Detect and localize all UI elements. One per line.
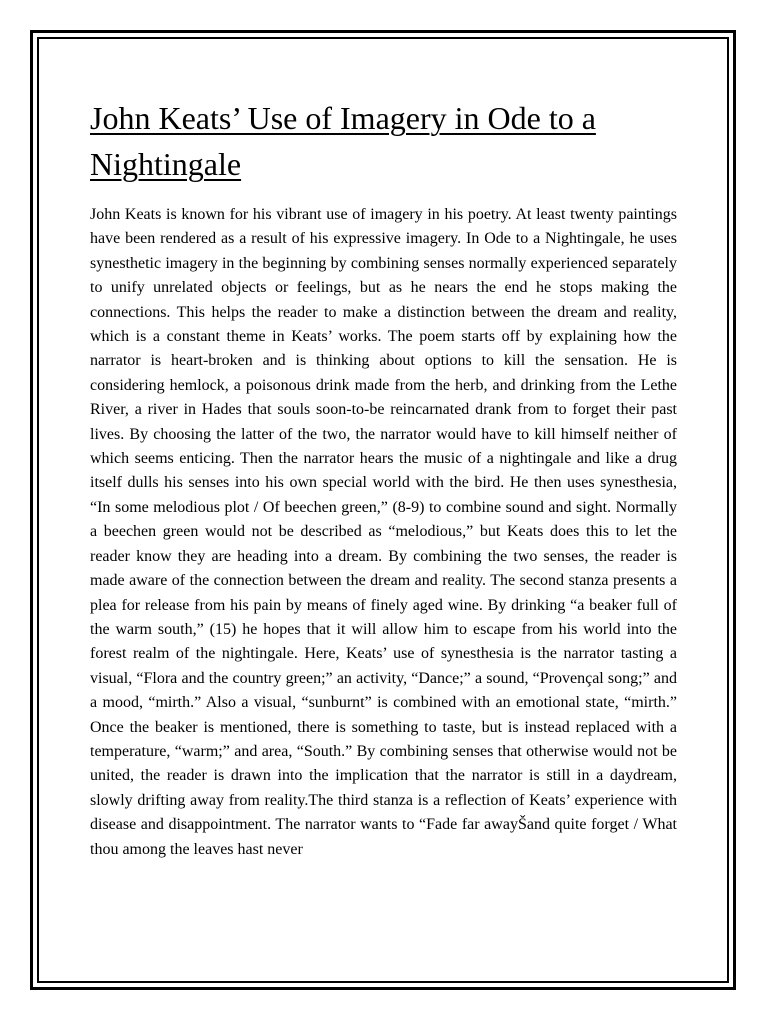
document-title: John Keats’ Use of Imagery in Ode to a Nightingale [90, 100, 596, 182]
document-body-paragraph: John Keats is known for his vibrant use of imagery in his poetry. At least twenty paintings have been rendered as a result of his expressive imagery. In Ode to a Nightingale, he uses synesthetic imagery in the beginning by combining senses normally experienced separately to unify unrelated objects or feelings, but as he nears the end he stops making the connections. This helps the reader to make a distinction between the dream and reality, which is a constant theme in Keats’ works. The poem starts off by explaining how the narrator is heart-broken and is thinking about options to kill the sensation. He is considering hemlock, a poisonous drink made from the herb, and drinking from the Lethe River, a river in Hades that souls soon-to-be reincarnated drank from to forget their past lives. By choosing the latter of the two, the narrator would have to kill himself neither of which seems enticing. Then the narrator hears the music of a nightingale and like a drug itself dulls his senses into his own special world with the bird. He then uses synesthesia, “In some melodious plot / Of beechen green,” (8-9) to combine sound and sight. Normally a beechen green would not be described as “melodious,” but Keats does this to let the reader know they are heading into a dream. By combining the two senses, the reader is made aware of the connection between the dream and reality. The second stanza presents a plea for release from his pain by means of finely aged wine. By drinking “a beaker full of the warm south,” (15) he hopes that it will allow him to escape from his world into the forest realm of the nightingale. Here, Keats’ use of synesthesia is the narrator tasting a visual, “Flora and the country green;” an activity, “Dance;” a sound, “Provençal song;” and a mood, “mirth.” Also a visual, “sunburnt” is combined with an emotional state, “mirth.” Once the beaker is mentioned, there is something to taste, but is instead replaced with a temperature, “warm;” and area, “South.” By combining senses that otherwise would not be united, the reader is drawn into the implication that the narrator is still in a daydream, slowly drifting away from reality.The third stanza is a reflection of Keats’ experience with disease and disappointment. The narrator wants to “Fade far awayŠand quite forget / What thou among the leaves hast never [90, 206, 677, 858]
